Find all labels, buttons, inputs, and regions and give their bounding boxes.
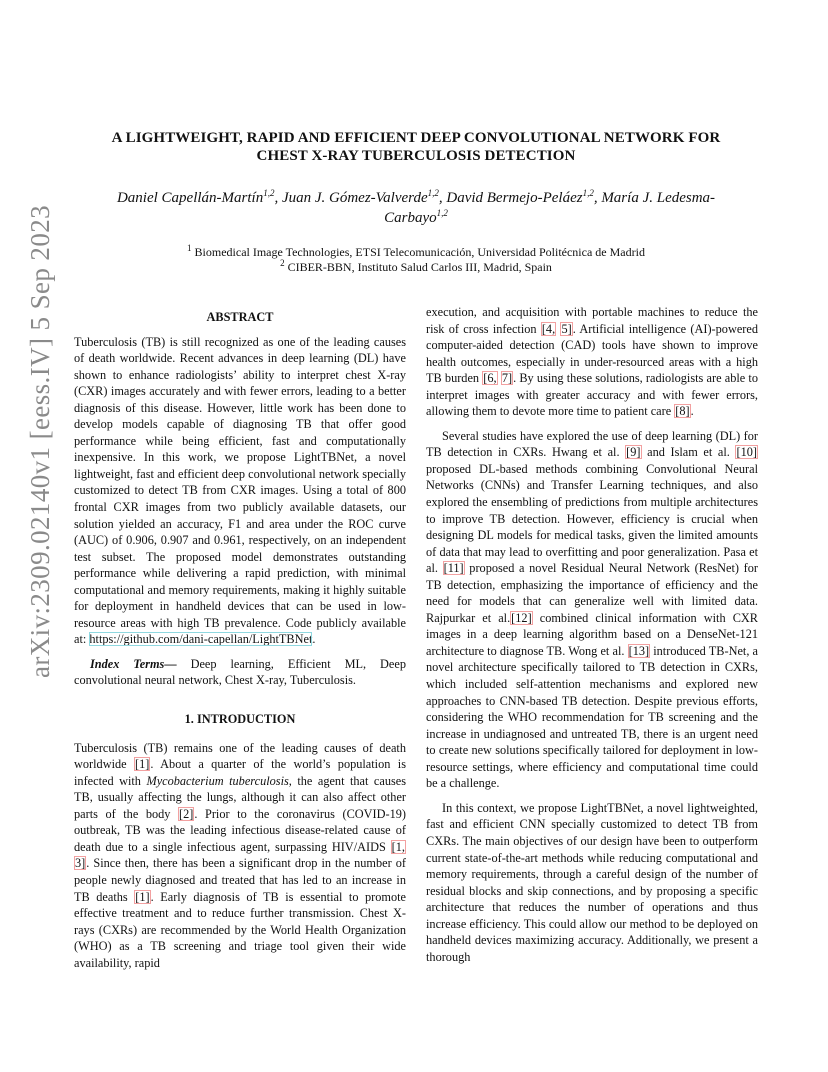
intro-text: introduced TB-Net, a novel architecture specifically tailored to TB detection in CXRs, which included self-attention mechanisms and explored new approaches to CNN-based TB detection. Despite previous efforts, considering the WHO recommendation for TB screening and the increase in undiagnosed and untreated TB, there is an urgent need to create new solutions specifically tailored for deployment in low-resource settings, where efficiency and computational time could be a challenge.	[426, 643, 759, 791]
intro-text: , the agent that causes TB, usually affecting the lungs, although it can also affect other parts of the body	[74, 773, 407, 821]
citation-link[interactable]: [13]	[628, 643, 650, 658]
intro-text: proposed a novel Residual Neural Network (ResNet) for TB detection, emphasizing the importance of efficiency and the need for models that can generalize well with limited data. Rajpurkar et al.	[426, 561, 758, 625]
author-separator: ,	[438, 190, 447, 206]
intro-paragraph-1	[74, 740, 406, 972]
intro-text: . Prior to the coronavirus (COVID-19) outbreak, TB was the leading infectious disease-related cause of death due to a single infectious agent, surpassing HIV/AIDS	[74, 806, 406, 854]
author-separator: ,	[274, 190, 282, 206]
introduction-heading: 1. INTRODUCTION	[184, 712, 296, 727]
intro-paragraph-1-continued	[426, 304, 758, 420]
affiliation-number: 1	[187, 243, 192, 253]
abstract-heading: ABSTRACT	[206, 310, 274, 324]
intro-text: execution, and acquisition with portable machines to reduce the risk of cross infection	[426, 305, 758, 336]
intro-text: . Early diagnosis of TB is essential to promote effective treatment and to reduce further transmission. Chest X-rays (CXRs) are recommended by the World Health Organization (WHO) as a TB screening and triage tool given their wide availability, rapid	[74, 889, 407, 970]
citation-link[interactable]: [9]	[626, 445, 641, 460]
intro-text: . Since then, there has been a significant drop in the number of people newly diagnosed and treated that has led to an increase in TB deaths	[74, 856, 406, 904]
intro-text: Tuberculosis (TB) remains one of the leading causes of death worldwide	[74, 740, 406, 772]
affiliation-text: CIBER-BBN, Instituto Salud Carlos III, Madrid, Spain	[287, 260, 552, 274]
citation-link[interactable]: [1]	[135, 757, 150, 772]
intro-text: and Islam et al.	[641, 445, 736, 460]
intro-text: .	[690, 404, 694, 419]
author-affiliation-marker: 1,2	[427, 188, 439, 198]
citation-link[interactable]: [6,	[483, 371, 497, 386]
citation-link[interactable]: [8]	[675, 404, 690, 419]
author-list	[100, 188, 732, 228]
citation-link[interactable]: 7]	[501, 371, 513, 386]
author-name: Daniel Capellán-Martín	[116, 190, 264, 206]
citation-link[interactable]: [4,	[541, 321, 556, 336]
intro-text: proposed DL-based methods combining Convolutional Neural Networks (CNNs) and Transfer Learning techniques, and also explored the ensembling of predictions from multiple architectures to improve TB detection. However, efficiency is crucial when designing DL models for medical tasks, given the limited amounts of data that may lead to overfitting and poor generalization. Pasa et al.	[426, 461, 758, 576]
citation-link[interactable]: [1]	[135, 889, 150, 904]
author-affiliation-marker: 1,2	[263, 188, 275, 198]
right-column	[426, 304, 758, 965]
citation-link[interactable]: [2]	[179, 806, 194, 821]
author-separator: ,	[593, 190, 602, 206]
title-line-1: A LIGHTWEIGHT, RAPID AND EFFICIENT DEEP CONVOLUTIONAL NETWORK FOR	[111, 130, 721, 146]
index-terms-list: Deep learning, Efficient ML, Deep convolutional neural network, Chest X-ray, Tuberculosis.	[74, 656, 407, 688]
citation-link[interactable]: [11]	[443, 561, 464, 576]
author-affiliation-marker: 1,2	[436, 208, 448, 218]
affiliation-text: Biomedical Image Technologies, ETSI Telecomunicación, Universidad Politécnica de Madrid	[194, 245, 645, 259]
intro-text: . Artificial intelligence (AI)-powered computer-aided detection (CAD) tools have shown to improve health outcomes, especially in under-resourced areas with a high TB burden	[426, 321, 758, 386]
title-line-2: CHEST X-RAY TUBERCULOSIS DETECTION	[256, 148, 576, 164]
index-terms	[74, 656, 406, 689]
intro-text: Several studies have explored the use of deep learning (DL) for TB detection in CXRs. Hwang et al.	[426, 428, 758, 460]
abstract-end: .	[312, 632, 316, 647]
abstract-body: Tuberculosis (TB) is still recognized as one of the leading causes of death worldwide. Recent advances in deep learning (DL) have shown to enhance radiologists’ ability to interpret chest X-ray (CXR) images accurately and with fewer errors, leading to a better diagnosis of this disease. However, little work has been done to develop models capable of diagnosing TB that offer good performance while being efficient, fast and computationally inexpensive. In this work, we propose LightTBNet, a novel lightweight, fast and efficient deep convolutional network specially customized to detect TB from CXR images. Using a total of 800 frontal CXR images from two publicly available datasets, our solution yielded an accuracy, F1 and area under the ROC curve (AUC) of 0.906, 0.907 and 0.961, respectively, on an independent test subset. The proposed model demonstrates outstanding performance while delivering a rapid prediction, with minimal computational and memory requirements, making it highly suitable for deployment in handheld devices that can be used in low-resource areas with high TB prevalence. Code publicly available at:	[74, 334, 406, 647]
citation-link[interactable]: [1,	[391, 839, 405, 854]
code-link[interactable]: https://github.com/dani-capellan/LightTBNet	[89, 632, 313, 647]
citation-link[interactable]: 5]	[561, 321, 572, 336]
arxiv-identifier[interactable]: arXiv:2309.02140v1 [eess.IV] 5 Sep 2023	[25, 204, 55, 678]
species-name: Mycobacterium tuberculosis	[146, 773, 289, 788]
left-column	[74, 309, 406, 971]
affiliation-1	[100, 245, 732, 260]
paper-title	[60, 129, 772, 165]
citation-link[interactable]: 3]	[75, 856, 86, 871]
citation-link[interactable]: [12]	[511, 610, 532, 625]
intro-paragraph-3: In this context, we propose LightTBNet, a novel lightweighted, fast and efficient CNN specially customized to detect TB from CXRs. The main objectives of our design have been to outperform current state-of-the-art methods while reducing computational and memory requirements, through a careful design of the number of residual blocks and skip connections, and by proposing a specific architecture that reduces the number of operations and thus increase efficiency. This could allow our method to be deployed on handheld devices maximizing accuracy. Additionally, we present a thorough	[426, 800, 758, 964]
intro-text: combined clinical information with CXR images in a deep learning algorithm based on a DenseNet-121 architecture to diagnose TB. Wong et al.	[426, 610, 758, 658]
citation-link[interactable]: [10]	[736, 445, 757, 460]
affiliations	[100, 245, 732, 275]
intro-text: . About a quarter of the world’s population is infected with	[74, 757, 407, 788]
intro-text: . By using these solutions, radiologists are able to interpret images with greater accuracy and with fewer errors, allowing them to devote more time to patient care	[426, 371, 758, 419]
author-name: María J. Ledesma-Carbayo	[384, 190, 716, 226]
author-name: Juan J. Gómez-Valverde	[281, 190, 428, 206]
abstract-text	[74, 334, 406, 648]
affiliation-number: 2	[280, 258, 285, 268]
index-terms-label: Index Terms—	[90, 656, 177, 671]
intro-paragraph-2	[426, 428, 758, 792]
affiliation-2	[100, 260, 732, 275]
author-name: David Bermejo-Peláez	[446, 190, 583, 206]
author-affiliation-marker: 1,2	[582, 188, 594, 198]
